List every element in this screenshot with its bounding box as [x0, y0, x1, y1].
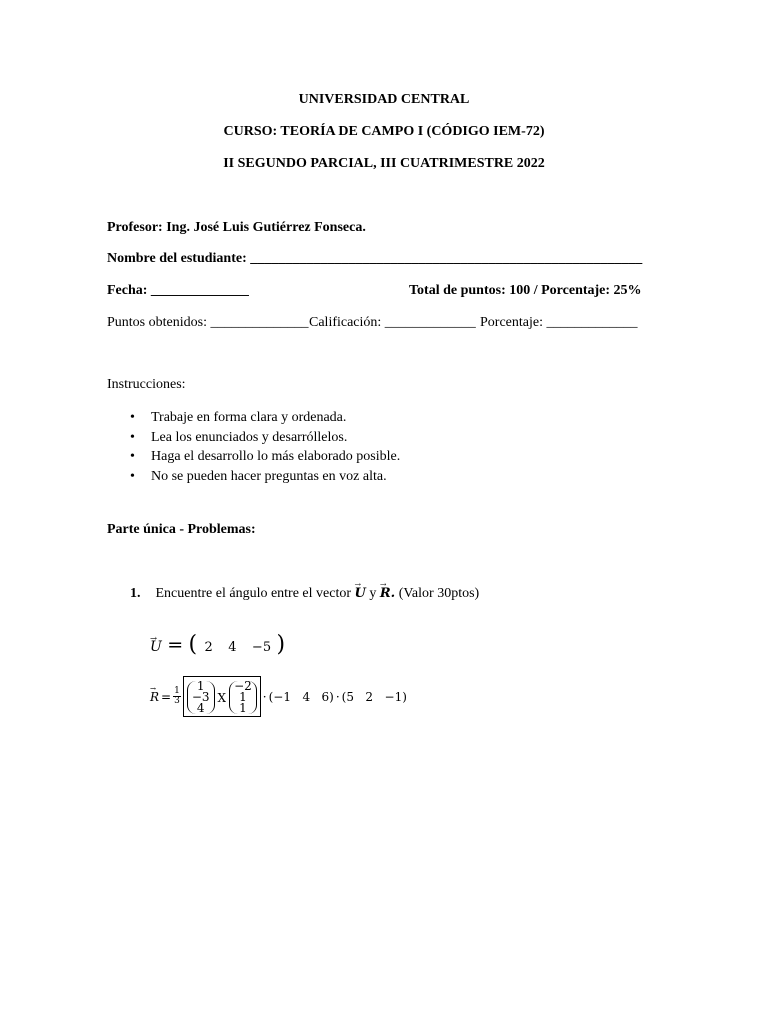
col2-entry: 1 — [239, 701, 247, 715]
points-obtained-field[interactable]: Puntos obtenidos: ______________ — [107, 315, 309, 330]
r-bracket — [183, 676, 261, 717]
instructions-title: Instrucciones: — [107, 377, 186, 392]
column-vector-2 — [229, 681, 257, 714]
instruction-item: • No se pueden hacer preguntas en voz alta. — [130, 467, 400, 487]
professor-line: Profesor: Ing. José Luis Gutiérrez Fonseca. — [107, 220, 366, 235]
column-vector-1 — [187, 681, 215, 714]
section-title: Parte única - Problemas: — [107, 522, 256, 537]
course-title: CURSO: TEORÍA DE CAMPO I (CÓDIGO IEM-72) — [223, 124, 545, 139]
u-component: −5 — [251, 640, 272, 655]
student-name-field[interactable]: Nombre del estudiante: ________________________________________________________ — [107, 251, 643, 266]
instruction-item: • Lea los enunciados y desarróllelos. — [130, 428, 400, 448]
r-frac-denominator: 3 — [174, 696, 180, 706]
u-equals: = — [167, 634, 184, 656]
r-equals: = — [161, 689, 172, 704]
dot-symbol: · — [262, 689, 267, 704]
col1-entry: −3 — [191, 690, 210, 704]
problem-number: 1. — [130, 586, 141, 601]
instruction-item: • Haga el desarrollo lo más elaborado posible. — [130, 447, 400, 467]
vector-r-symbol: → R. — [380, 586, 395, 601]
cross-symbol: X — [217, 690, 227, 705]
problem-text: Encuentre el ángulo entre el vector — [155, 586, 352, 601]
problem-1-statement — [130, 586, 479, 602]
u-component: 2 — [204, 640, 213, 655]
instructions-list — [130, 408, 400, 486]
instruction-item: • Trabaje en forma clara y ordenada. — [130, 408, 400, 428]
r-lhs: → R — [150, 690, 159, 704]
date-field[interactable]: Fecha: ______________ — [107, 283, 249, 298]
row-vector-2: (5 2 −1) — [341, 689, 407, 704]
col1-entry: 1 — [196, 679, 205, 693]
u-lhs: → U — [150, 639, 162, 655]
u-component: 4 — [228, 640, 237, 655]
col2-entry: −2 — [234, 679, 252, 693]
dot-symbol: · — [335, 689, 340, 704]
col1-entry: 4 — [196, 701, 205, 715]
r-frac-numerator: 1 — [174, 686, 180, 696]
r-fraction — [173, 687, 181, 706]
percentage-field[interactable]: Porcentaje: _____________ — [480, 315, 638, 330]
problem-conjunction: y — [369, 586, 377, 601]
col2-entry: 1 — [239, 690, 247, 704]
grade-field[interactable]: Calificación: _____________ — [309, 315, 476, 330]
row-vector-1: (−1 4 6) — [268, 689, 334, 704]
total-points-label: Total de puntos: 100 / Porcentaje: 25% — [409, 283, 642, 298]
u-open-paren: ( — [188, 632, 198, 657]
u-close-paren: ) — [276, 632, 286, 657]
r-vector-definition — [150, 676, 407, 717]
u-vector-definition — [150, 632, 285, 657]
vector-u-symbol: → U — [355, 586, 366, 601]
university-title: UNIVERSIDAD CENTRAL — [298, 92, 470, 107]
exam-title: II SEGUNDO PARCIAL, III CUATRIMESTRE 2022 — [223, 156, 545, 171]
problem-value: (Valor 30ptos) — [398, 586, 480, 601]
